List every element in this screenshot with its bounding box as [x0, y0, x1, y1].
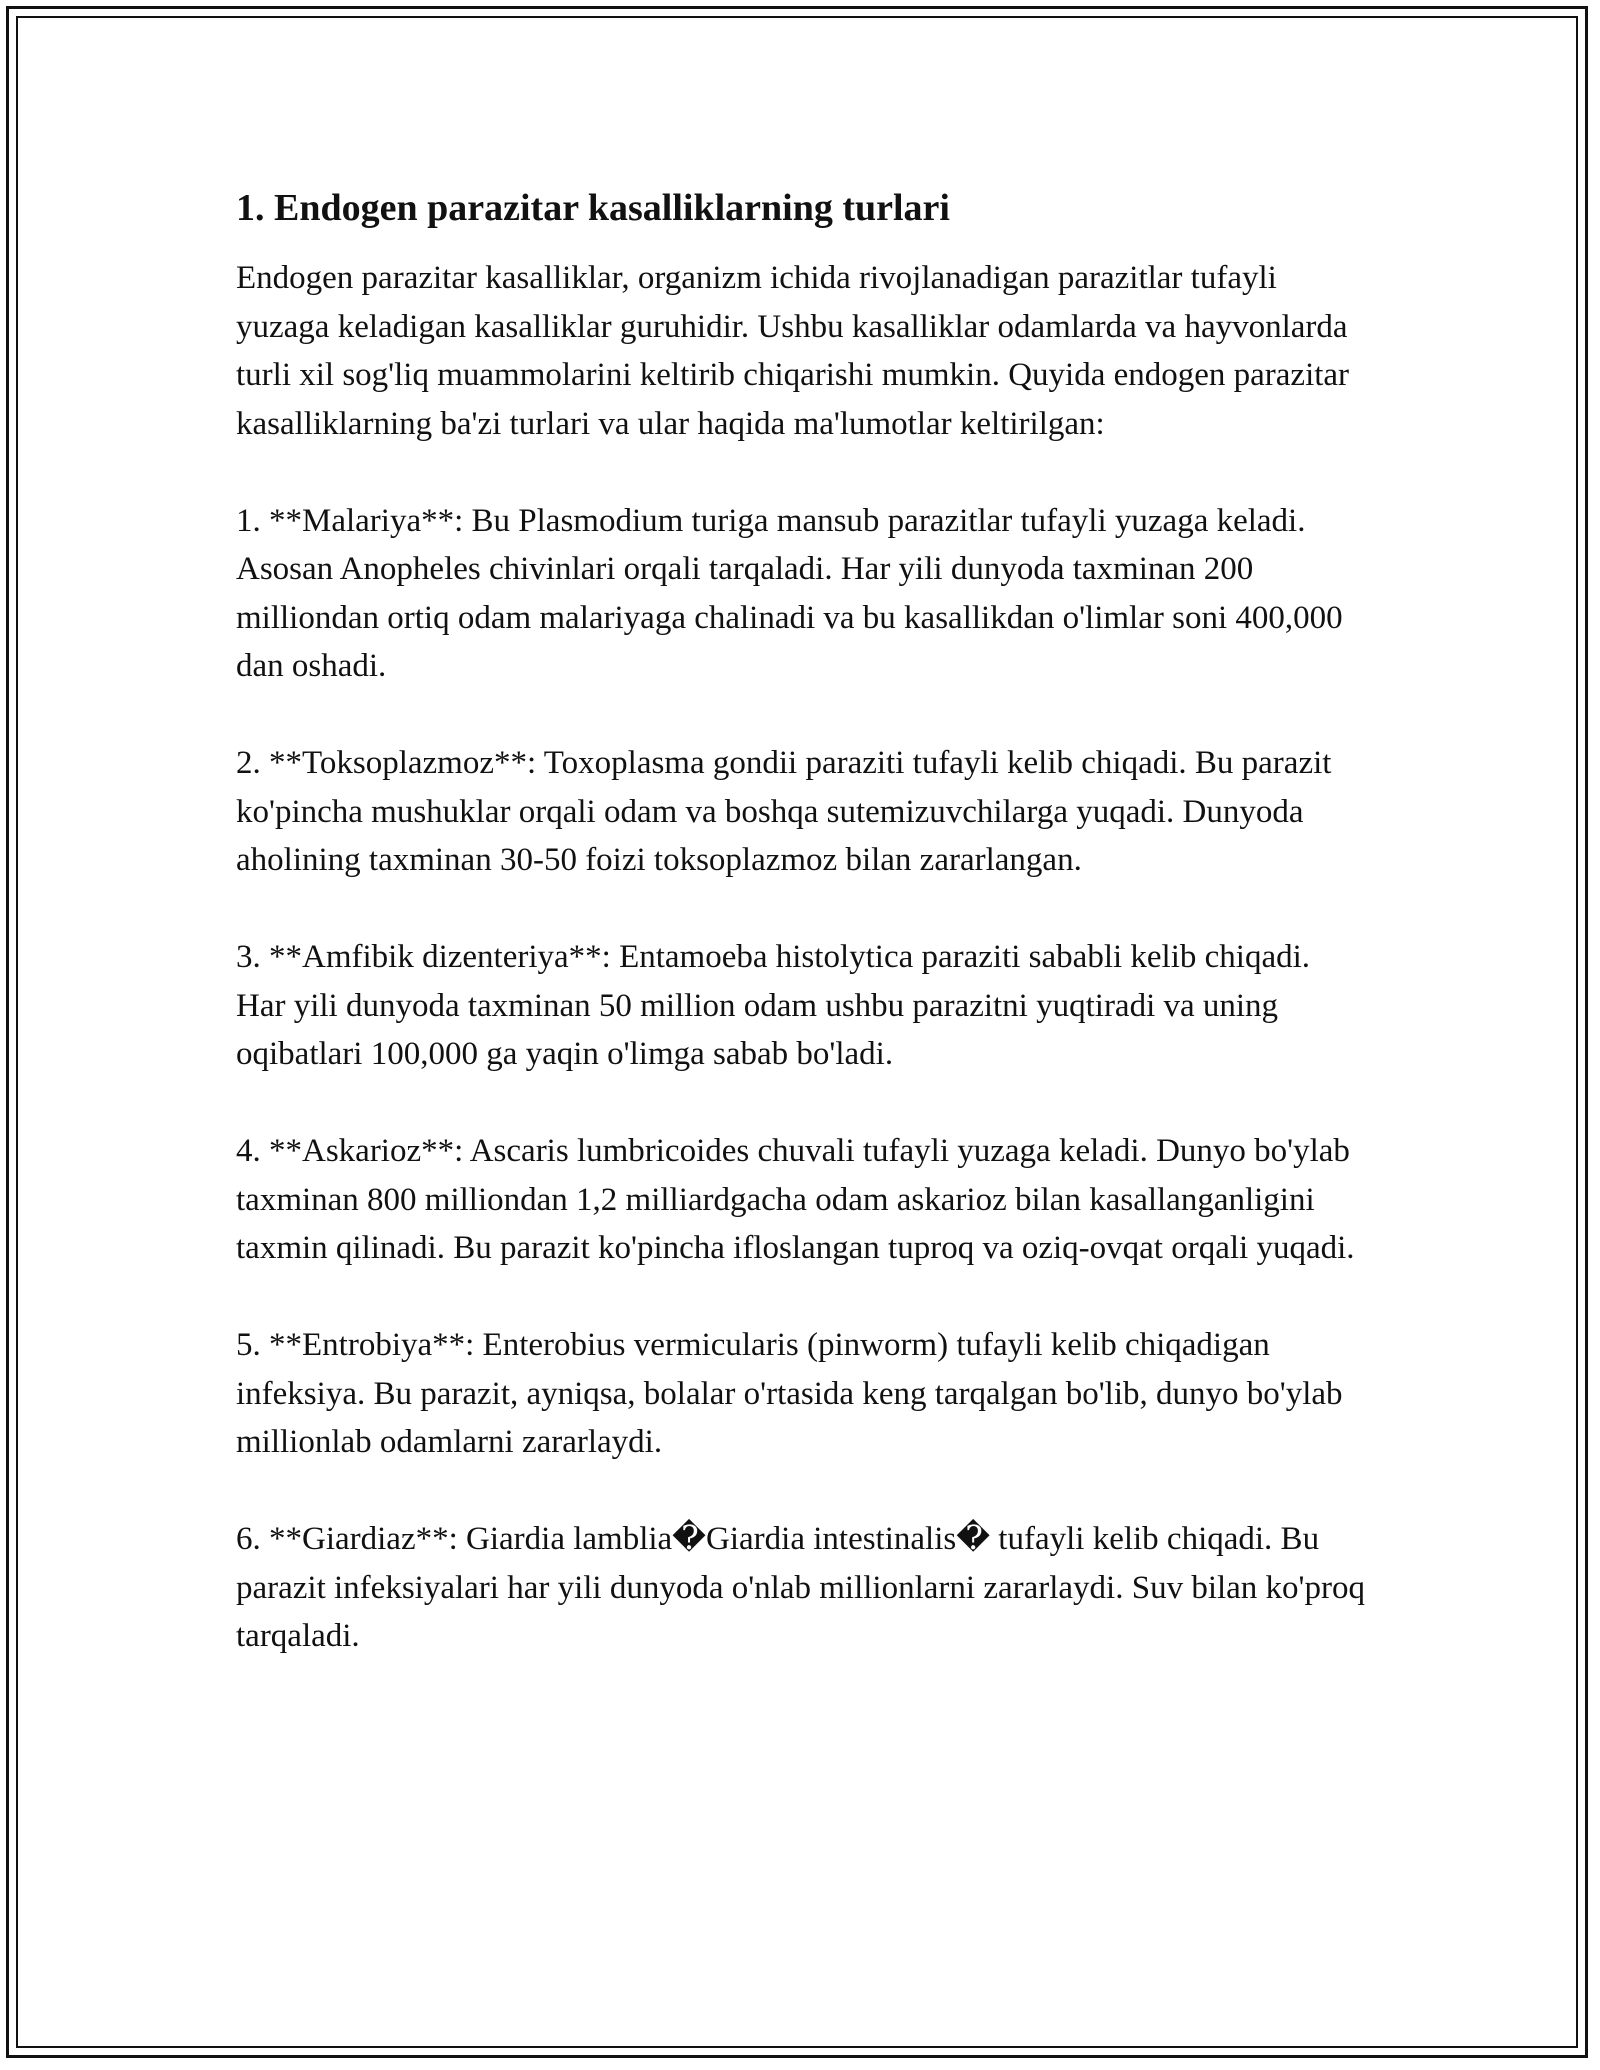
list-item-toksoplazmoz: 2. **Toksoplazmoz**: Toxoplasma gondii paraziti tufayli kelib chiqadi. Bu parazit ko'pincha mushuklar orqali odam va boshqa sutemizuvchilarga yuqadi. Dunyoda aholining taxminan 30-50 foizi toksoplazmoz bilan zararlangan. [236, 745, 1332, 878]
intro-paragraph: Endogen parazitar kasalliklar, organizm ichida rivojlanadigan parazitlar tufayli yuzaga keladigan kasalliklar guruhidir. Ushbu kasalliklar odamlarda va hayvonlarda turli xil sog'liq muammolarini keltirib chiqarishi mumkin. Quyida endogen parazitar kasalliklarning ba'zi turlari va ular haqida ma'lumotlar keltirilgan: [236, 260, 1350, 442]
list-item-entrobiya: 5. **Entrobiya**: Enterobius vermicularis (pinworm) tufayli kelib chiqadigan infeksiya. Bu parazit, ayniqsa, bolalar o'rtasida keng tarqalgan bo'lib, dunyo bo'ylab millionlab odamlarni zararlaydi. [236, 1327, 1343, 1460]
page-title: 1. Endogen parazitar kasalliklarning turlari [236, 187, 950, 229]
list-item-amfibik-dizenteriya: 3. **Amfibik dizenteriya**: Entamoeba histolytica paraziti sababli kelib chiqadi. Har yili dunyoda taxminan 50 million odam ushbu parazitni yuqtiradi va uning oqibatlari 100,000 ga yaqin o'limga sabab bo'ladi. [236, 939, 1311, 1072]
document-body [236, 184, 1366, 1709]
list-item-malariya: 1. **Malariya**: Bu Plasmodium turiga mansub parazitlar tufayli yuzaga keladi. Asosan Anopheles chivinlari orqali tarqaladi. Har yili dunyoda taxminan 200 milliondan ortiq odam malariyaga chalinadi va bu kasallikdan o'limlar soni 400,000 dan oshadi. [236, 502, 1343, 684]
list-item-giardiaz: 6. **Giardiaz**: Giardia lamblia�Giardia intestinalis� tufayli kelib chiqadi. Bu parazit infeksiyalari har yili dunyoda o'nlab millionlarni zararlaydi. Suv bilan ko'proq tarqaladi. [236, 1521, 1365, 1654]
list-item-askarioz: 4. **Askarioz**: Ascaris lumbricoides chuvali tufayli yuzaga keladi. Dunyo bo'ylab taxminan 800 milliondan 1,2 milliardgacha odam askarioz bilan kasallanganligini taxmin qilinadi. Bu parazit ko'pincha ifloslangan tuproq va oziq-ovqat orqali yuqadi. [236, 1133, 1355, 1266]
